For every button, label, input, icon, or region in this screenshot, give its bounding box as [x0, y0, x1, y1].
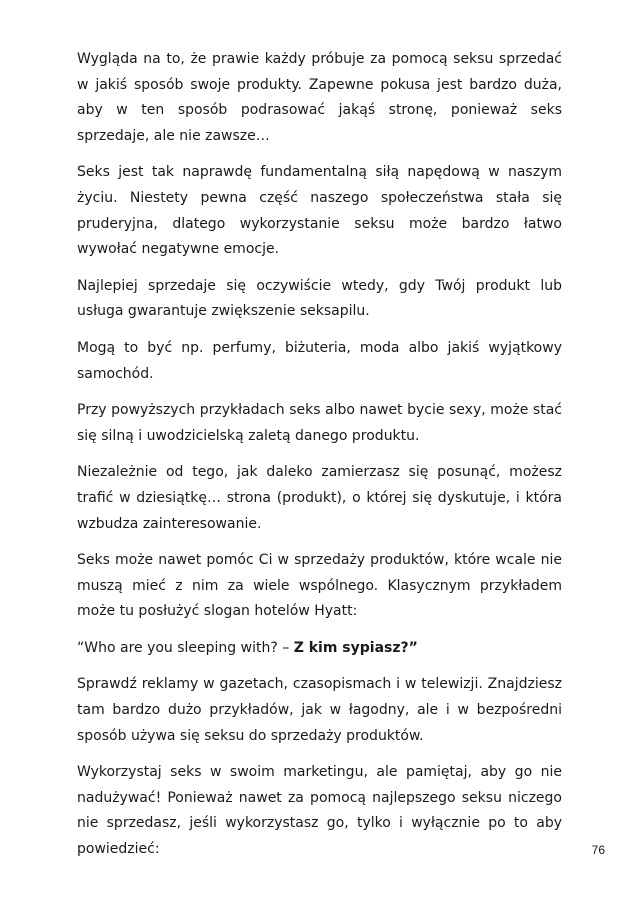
paragraph-3: Najlepiej sprzedaje się oczywiście wtedy, gdy Twój produkt lub usługa gwarantuje zwiększenie seksapilu.	[77, 277, 562, 320]
paragraph-9: Wykorzystaj seks w swoim marketingu, ale pamiętaj, aby go nie nadużywać! Ponieważ nawet za pomocą najlepszego seksu niczego nie sprzedasz, jeśli wykorzystasz go, tylko i wyłącznie po to aby powiedzieć:	[77, 764, 562, 858]
paragraph-4: Mogą to być np. perfumy, biżuteria, moda albo jakiś wyjątkowy samochód.	[77, 339, 562, 382]
paragraph-7: Seks może nawet pomóc Ci w sprzedaży produktów, które wcale nie muszą mieć z nim za wiele wspólnego. Klasycznym przykładem może tu posłużyć slogan hotelów Hyatt:	[77, 552, 562, 620]
slogan-polish: Z kim sypiasz?”	[293, 639, 418, 656]
slogan-quote	[77, 636, 562, 662]
paragraph-1: Wygląda na to, że prawie każdy próbuje za pomocą seksu sprzedać w jakiś sposób swoje produkty. Zapewne pokusa jest bardzo duża, aby w ten sposób podrasować jakąś stronę, ponieważ seks sprzedaje, ale nie zawsze…	[77, 51, 562, 144]
page-number: 76	[591, 843, 605, 857]
paragraph-8: Sprawdź reklamy w gazetach, czasopismach i w telewizji. Znajdziesz tam bardzo dużo przykładów, jak w łagodny, ale i w bezpośredni sposób używa się seksu do sprzedaży produktów.	[77, 676, 562, 744]
body-text	[77, 47, 562, 874]
slogan-english: “Who are you sleeping with? –	[77, 639, 294, 656]
paragraph-6: Niezależnie od tego, jak daleko zamierzasz się posunąć, możesz trafić w dziesiątkę… strona (produkt), o której się dyskutuje, i która wzbudza zainteresowanie.	[77, 464, 562, 532]
paragraph-5: Przy powyższych przykładach seks albo nawet bycie sexy, może stać się silną i uwodzicielską zaletą danego produktu.	[77, 402, 562, 444]
paragraph-2: Seks jest tak naprawdę fundamentalną siłą napędową w naszym życiu. Niestety pewna część naszego społeczeństwa stała się pruderyjna, dlatego wykorzystanie seksu może bardzo łatwo wywołać negatywne emocje.	[77, 164, 562, 258]
